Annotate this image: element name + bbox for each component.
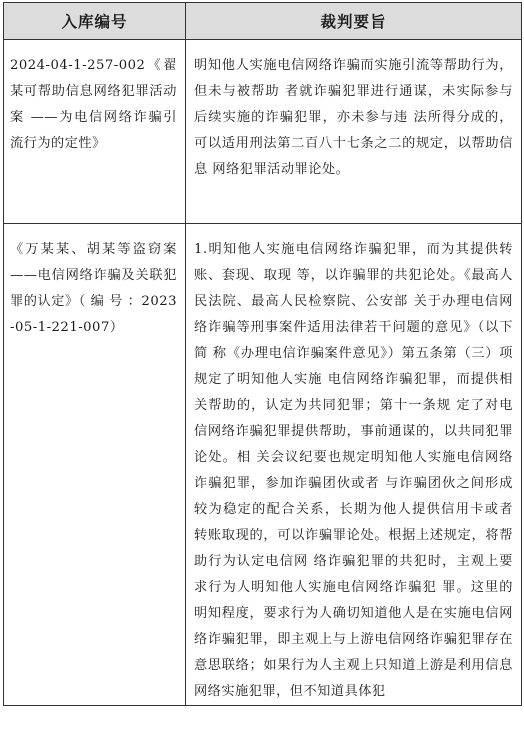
table-row (4, 40, 522, 224)
document-table (3, 2, 522, 706)
ruling-gist-text: 明知他人实施电信网络诈骗而实施引流等帮助行为，但未与被帮助 者就诈骗犯罪进行通谋，未实际参与后续实施的诈骗犯罪，亦未参与违 法所得分成的，可以适用刑法第二百八十七条之二的规定，以帮助信息 网络犯罪活动罪论处。 (194, 58, 513, 177)
table-header-row (4, 3, 522, 40)
case-reference-cell (4, 224, 186, 706)
ruling-gist-cell (186, 224, 522, 706)
case-reference-text: 《万某某、胡某等盗窃案——电信网络诈骗及关联犯罪的认定》（ 编 号 ：2023-05-1-221-007） (10, 242, 177, 335)
case-reference-text: 2024-04-1-257-002《翟某可帮助信息网络犯罪活动案 ——为电信网络诈骗引流行为的定性》 (10, 58, 177, 151)
header-ruling-gist: 裁判要旨 (186, 3, 522, 40)
ruling-gist-text: 1.明知他人实施电信网络诈骗犯罪，而为其提供转账、套现、取现 等，以诈骗罪的共犯论处。《最高人民法院、最高人民检察院、公安部 关于办理电信网络诈骗等刑事案件适用法律若干问题的意见》（以下简 称《办理电信诈骗案件意见》）第五条第（三）项规定了明知他人实施 电信网络诈骗犯罪，而提供相关帮助的，认定为共同犯罪；第十一条规 定了对电信网络诈骗犯罪提供帮助，事前通谋的，以共同犯罪论处。相 关会议纪要也规定明知他人实施电信网络诈骗犯罪，参加诈骗团伙或者 与诈骗团伙之间形成较为稳定的配合关系，长期为他人提供信用卡或者 转账取现的，可以诈骗罪论处。根据上述规定，将帮助行为认定电信网 络诈骗犯罪的共犯时，主观上要求行为人明知他人实施电信网络诈骗犯 罪。这里的明知程度，要求行为人确切知道他人是在实施电信网络诈骗犯罪，即主观上与上游电信网络诈骗犯罪存在意思联络；如果行为人主观上只知道上游是利用信息网络实施犯罪，但不知道具体犯 (194, 242, 513, 699)
case-reference-cell (4, 40, 186, 224)
ruling-gist-cell (186, 40, 522, 224)
table-row (4, 224, 522, 706)
header-entry-number: 入库编号 (4, 3, 186, 40)
